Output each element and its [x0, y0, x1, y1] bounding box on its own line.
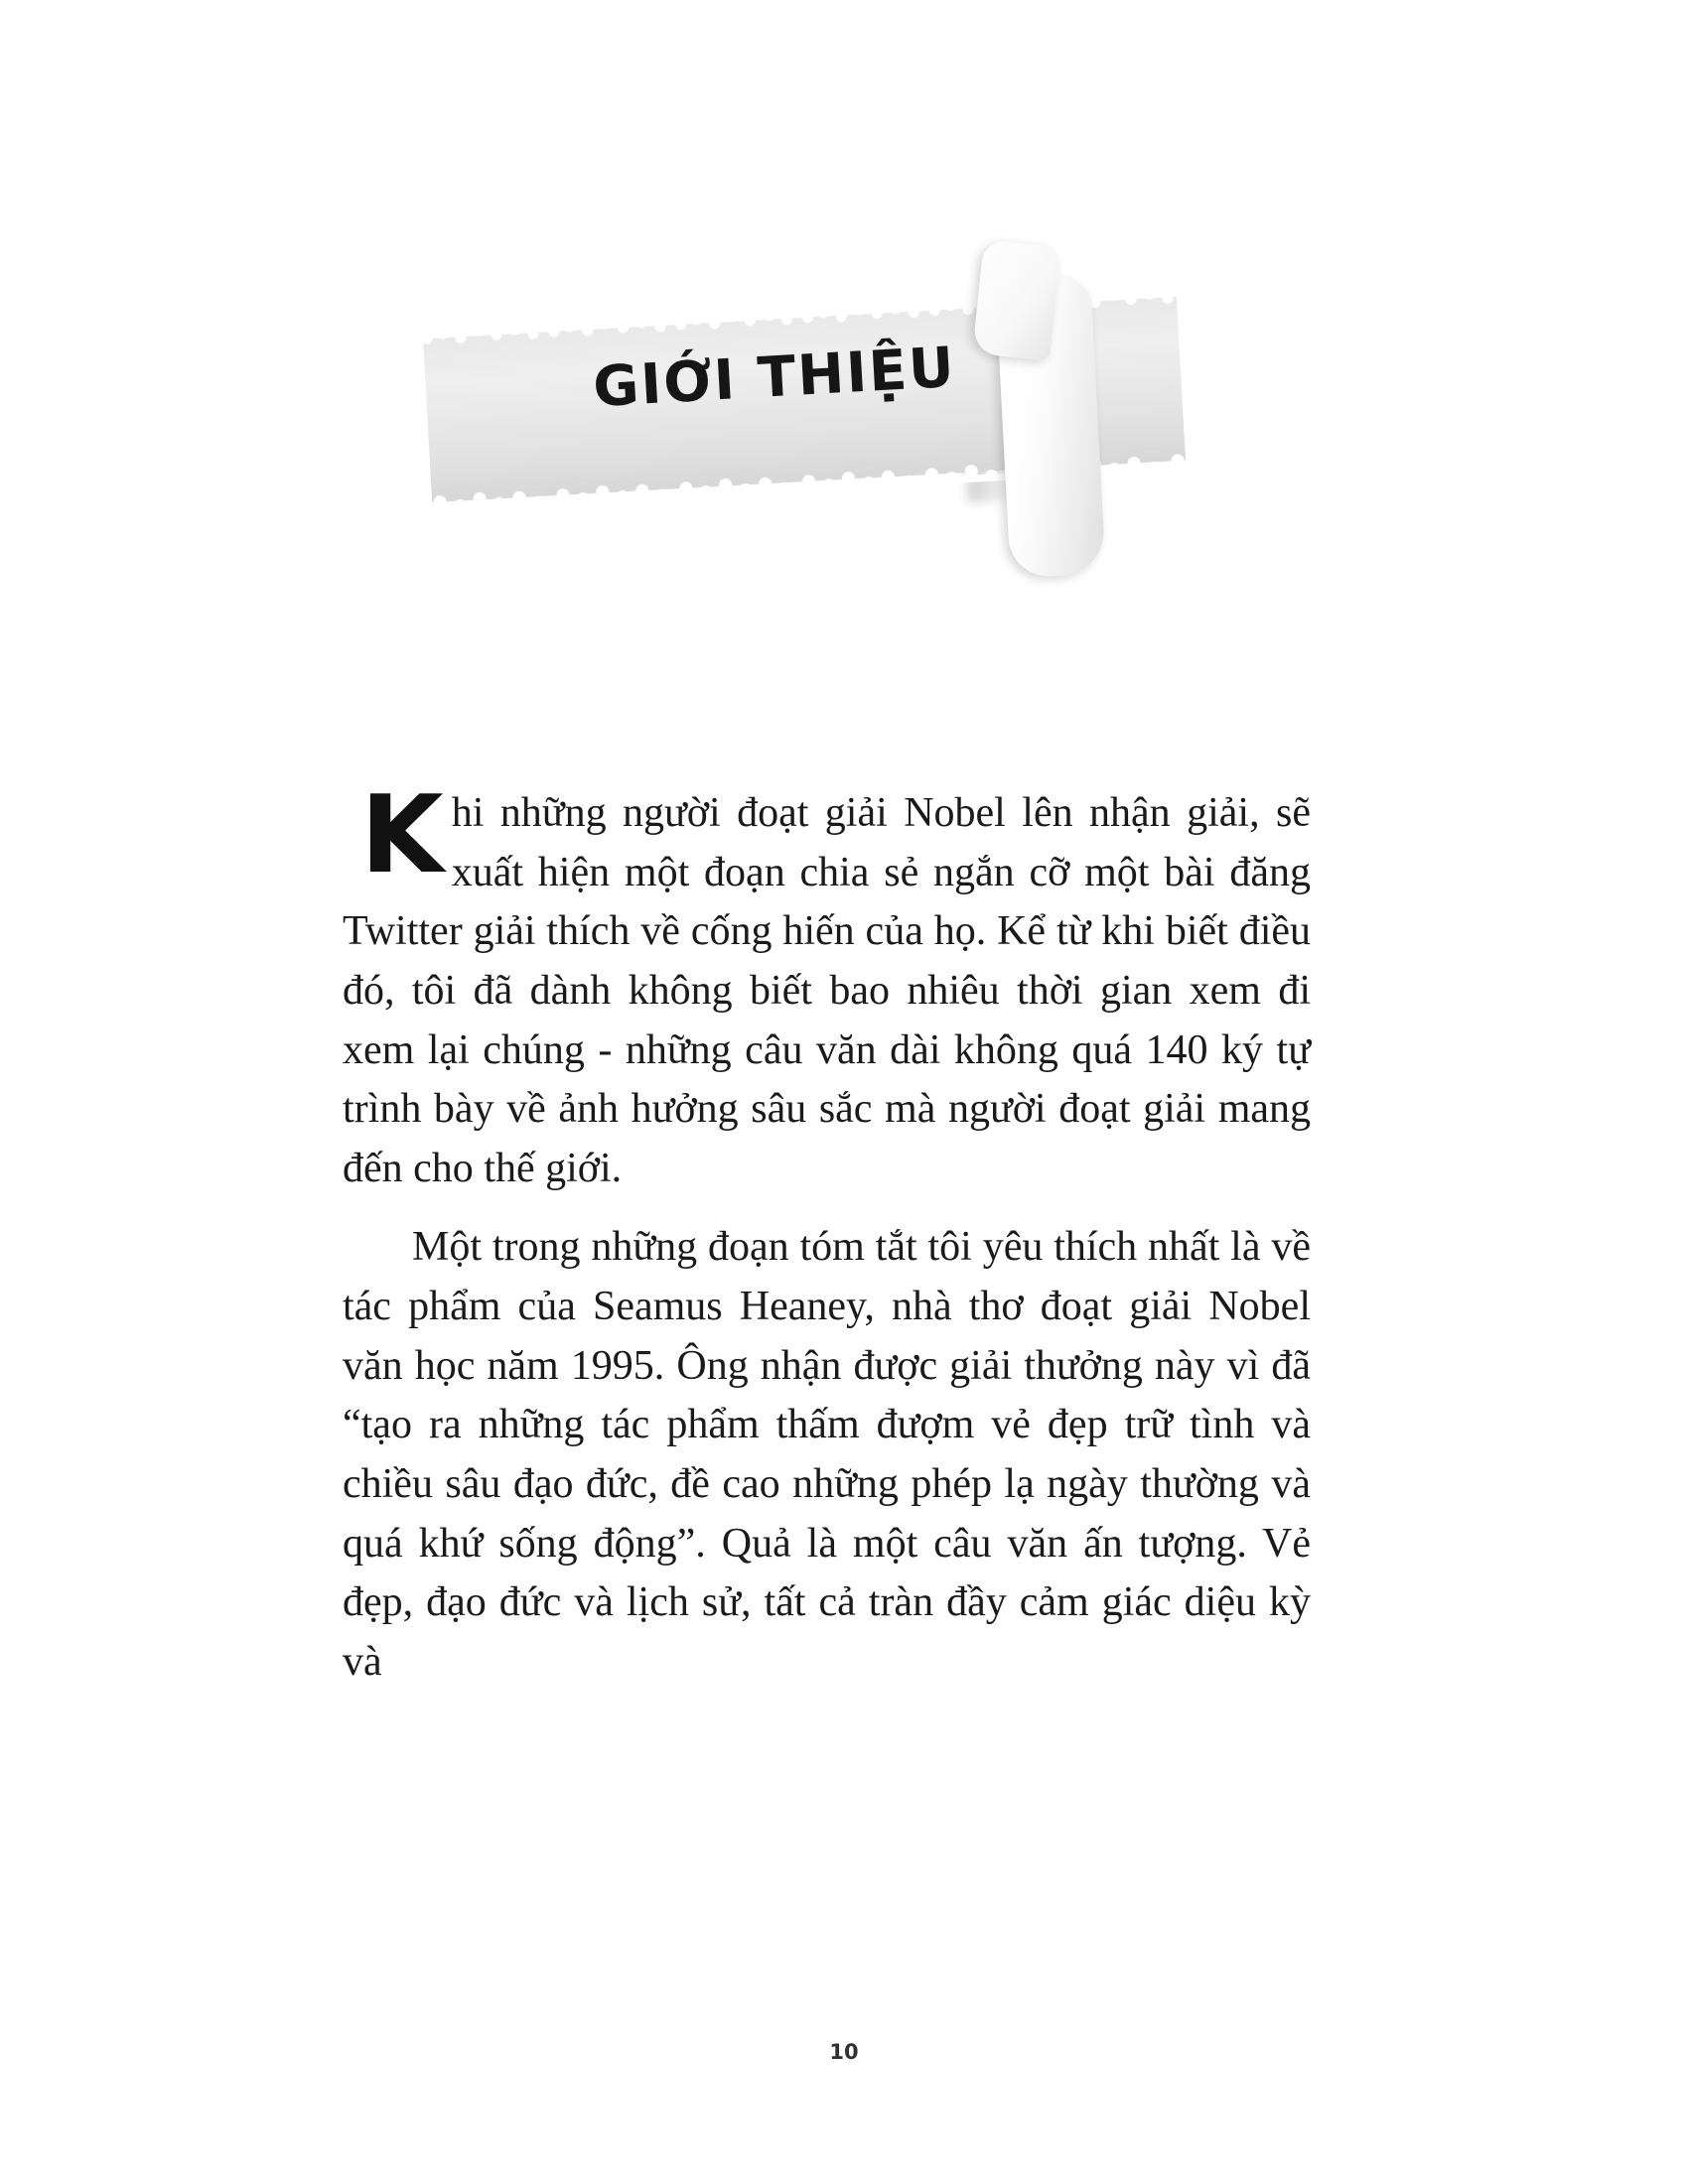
drop-cap: K — [360, 773, 444, 897]
paragraph-1-text: hi những người đoạt giải Nobel lên nhận giải, sẽ xuất hiện một đoạn chia sẻ ngắn cỡ một bài đăng Twitter giải thích về cống hiến của họ. Kể từ khi biết điều đó, tôi đã dành không biết bao nhiêu thời gian xem đi xem lại chúng - những câu văn dài không quá 140 ký tự trình bày về ảnh hưởng sâu sắc mà người đoạt giải mang đến cho thế giới. — [343, 790, 1311, 1191]
body-content — [343, 773, 1311, 1711]
chapter-banner — [407, 248, 1331, 625]
chapter-title: GIỚI THIỆU — [591, 335, 958, 421]
paragraph-2: Một trong những đoạn tóm tắt tôi yêu thích nhất là về tác phẩm của Seamus Heaney, nhà thơ đoạt giải Nobel văn học năm 1995. Ông nhận được giải thưởng này vì đã “tạo ra những tác phẩm thấm đượm vẻ đẹp trữ tình và chiều sâu đạo đức, đề cao những phép lạ ngày thường và quá khứ sống động”. Quả là một câu văn ấn tượng. Vẻ đẹp, đạo đức và lịch sử, tất cả tràn đầy cảm giác diệu kỳ và — [343, 1224, 1311, 1685]
paragraph-1 — [343, 773, 1311, 1198]
page-number: 10 — [829, 2040, 859, 2064]
